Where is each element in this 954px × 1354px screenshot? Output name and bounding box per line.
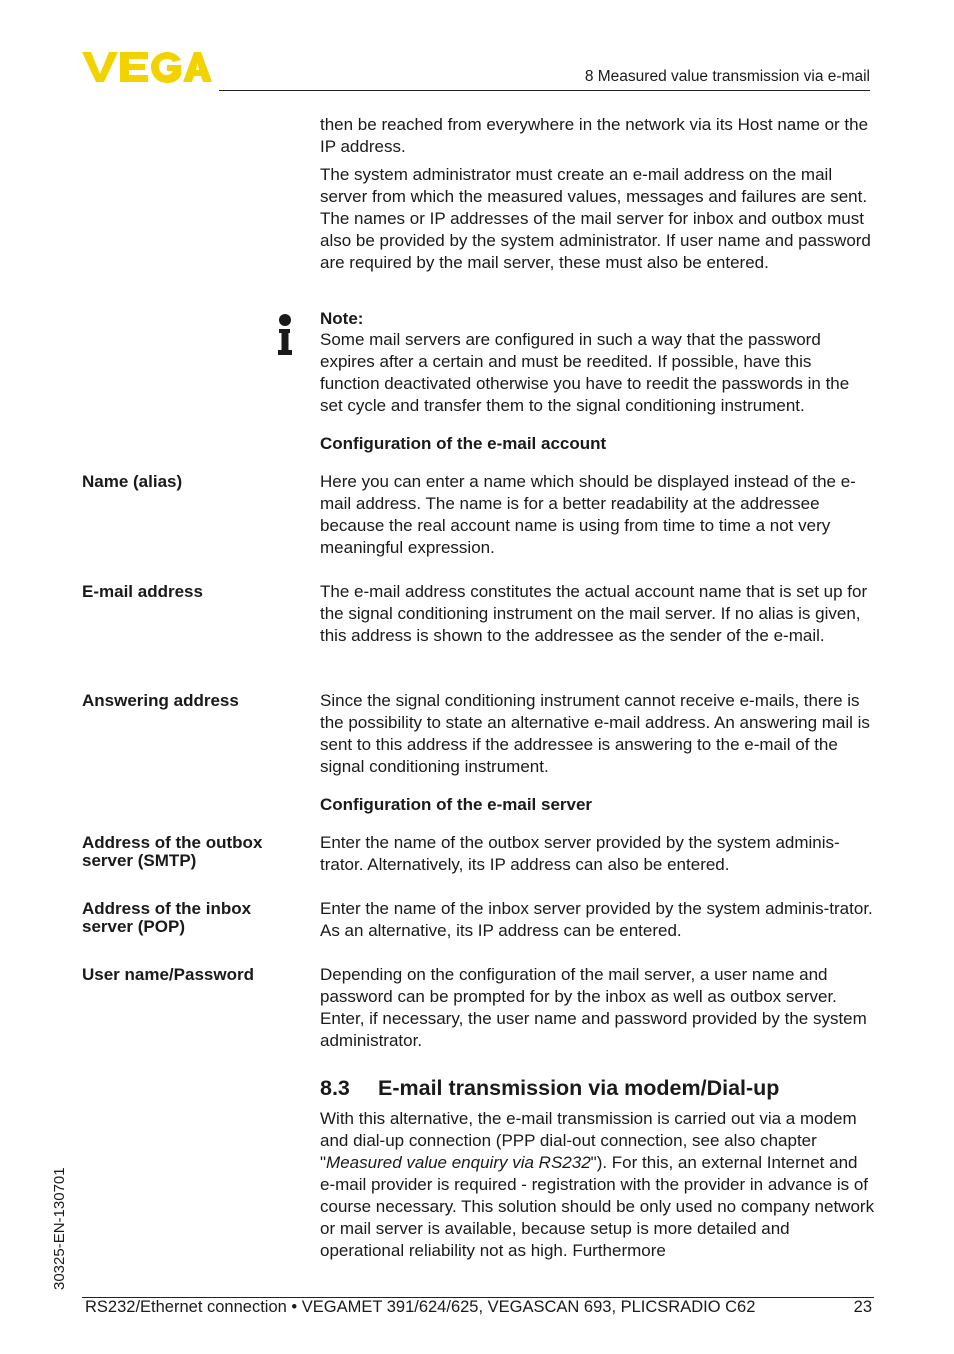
note-text: Some mail servers are configured in such a way that the password expires after a certain and must be reedited. If possible, have this function deactivated otherwise you have to reedit the passwords in the set cycle and transfer them to the signal conditioning instrument.: [320, 330, 850, 415]
page-number: 23: [853, 1298, 872, 1316]
chapter-reference: Measured value enquiry via RS232: [326, 1153, 591, 1172]
section-number: 8.3: [320, 1076, 350, 1100]
inbox-server-label: Address of the inbox server (POP): [82, 899, 252, 936]
header-rule: [219, 90, 870, 91]
inbox-server-text: Enter the name of the inbox server provided by the system adminis-trator. As an alternative, its IP address can be entered.: [320, 899, 873, 940]
section-text-after: "). For this, an external Internet and e-mail provider is required - registration with the provider in advance is of course necessary. This solution should be only used no company network or mail server is available, because setup is more detailed and operational reliability not as high. Furthermore: [320, 1153, 875, 1260]
name-alias-text: Here you can enter a name which should be displayed instead of the e-mail address. The name is for a better readability at the addressee because the real account name is using from time to time a not very meaningful expression.: [320, 472, 856, 557]
user-password-text: Depending on the configuration of the mail server, a user name and password can be prompted for by the inbox as well as outbox server. Enter, if necessary, the user name and password provided by the system administrator.: [320, 965, 867, 1050]
email-address-text: The e-mail address constitutes the actual account name that is set up for the signal conditioning instrument on the mail server. If no alias is given, this address is shown to the addressee as the sender of the e-mail.: [320, 582, 868, 645]
section-heading: [320, 1076, 779, 1101]
vega-logo: [82, 50, 212, 84]
section-text-before: With this alternative, the e-mail transmission is carried out via a modem and dial-up connection (PPP dial-out connection, see also chapter ": [320, 1109, 857, 1172]
user-password-label: User name/Password: [82, 965, 254, 984]
server-heading: Configuration of the e-mail server: [320, 795, 593, 814]
section-title: E-mail transmission via modem/Dial-up: [378, 1076, 780, 1100]
header-title: 8 Measured value transmission via e-mail: [584, 68, 870, 85]
email-address-label: E-mail address: [82, 582, 203, 601]
intro-paragraph-2: The system administrator must create an e-mail address on the mail server from which the measured values, messages and failures are sent. The names or IP addresses of the mail server for inbox and outbox must also be provided by the system administrator. If user name and password are required by the mail server, these must also be entered.: [320, 165, 871, 272]
footer-text: RS232/Ethernet connection • VEGAMET 391/624/625, VEGASCAN 693, PLICSRADIO C62: [85, 1298, 756, 1316]
outbox-server-label: Address of the outbox server (SMTP): [82, 833, 263, 870]
document-id: 30325-EN-130701: [51, 1167, 68, 1290]
note-title: Note:: [320, 309, 364, 328]
section-text: [320, 1108, 875, 1262]
info-icon: [276, 314, 294, 356]
answering-address-text: Since the signal conditioning instrument cannot receive e-mails, there is the possibility to state an alternative e-mail address. An answering mail is sent to this address if the addressee is answering to the e-mail of the signal conditioning instrument.: [320, 691, 870, 776]
intro-paragraph-1: then be reached from everywhere in the network via its Host name or the IP address.: [320, 115, 869, 156]
outbox-server-text: Enter the name of the outbox server provided by the system adminis-trator. Alternatively, its IP address can also be entered.: [320, 833, 840, 874]
answering-address-label: Answering address: [82, 691, 239, 710]
account-heading: Configuration of the e-mail account: [320, 434, 607, 453]
name-alias-label: Name (alias): [82, 472, 183, 491]
